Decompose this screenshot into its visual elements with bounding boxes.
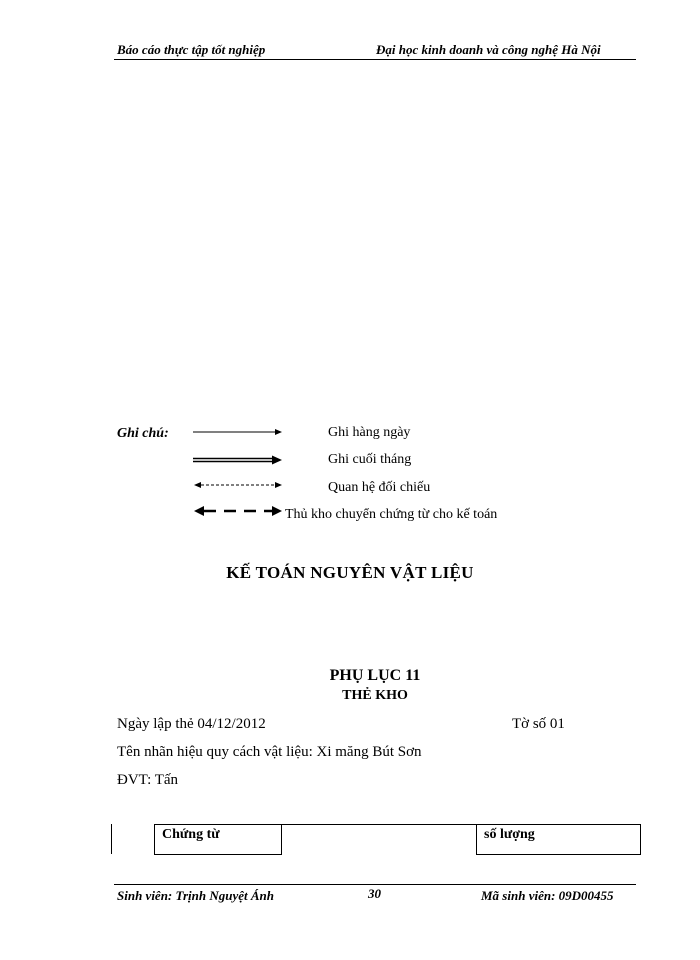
legend-label-reconciliation: Quan hệ đối chiếu <box>328 480 431 495</box>
header-right: Đại học kinh doanh và công nghệ Hà Nội <box>376 42 601 57</box>
header-rule <box>114 59 636 60</box>
footer-student: Sinh viên: Trịnh Nguyệt Ánh <box>117 888 275 903</box>
thin-solid-arrow-icon <box>193 426 283 438</box>
header-voucher: Chứng từ <box>162 827 220 842</box>
material-line: Tên nhãn hiệu quy cách vật liệu: Xi măng Bút Sơn <box>117 744 422 760</box>
legend-title: Ghi chú: <box>117 426 169 441</box>
table-top-border <box>282 824 476 825</box>
legend-label-transfer: Thủ kho chuyển chứng từ cho kế toán <box>285 507 498 522</box>
section-title: KẾ TOÁN NGUYÊN VẬT LIỆU <box>226 563 474 582</box>
legend-label-daily: Ghi hàng ngày <box>328 425 411 440</box>
footer-rule <box>114 884 636 885</box>
header-left: Báo cáo thực tập tốt nghiệp <box>117 42 266 57</box>
legend-label-monthly: Ghi cuối tháng <box>328 452 412 467</box>
unit-line: ĐVT: Tấn <box>117 772 179 788</box>
dotted-double-headed-arrow-icon <box>193 479 283 491</box>
dashed-double-headed-arrow-icon <box>193 504 283 518</box>
appendix-title: PHỤ LỤC 11 <box>329 667 421 684</box>
appendix-subtitle: THẺ KHO <box>342 688 408 703</box>
header-quantity: số lượng <box>484 827 535 842</box>
page-number: 30 <box>368 886 381 901</box>
sheet-number: Tờ số 01 <box>512 716 565 732</box>
footer-student-id: Mã sinh viên: 09D00455 <box>481 888 614 903</box>
table-left-border <box>111 824 112 854</box>
double-solid-arrow-icon <box>193 454 283 466</box>
date-line: Ngày lập thẻ 04/12/2012 <box>117 716 266 732</box>
